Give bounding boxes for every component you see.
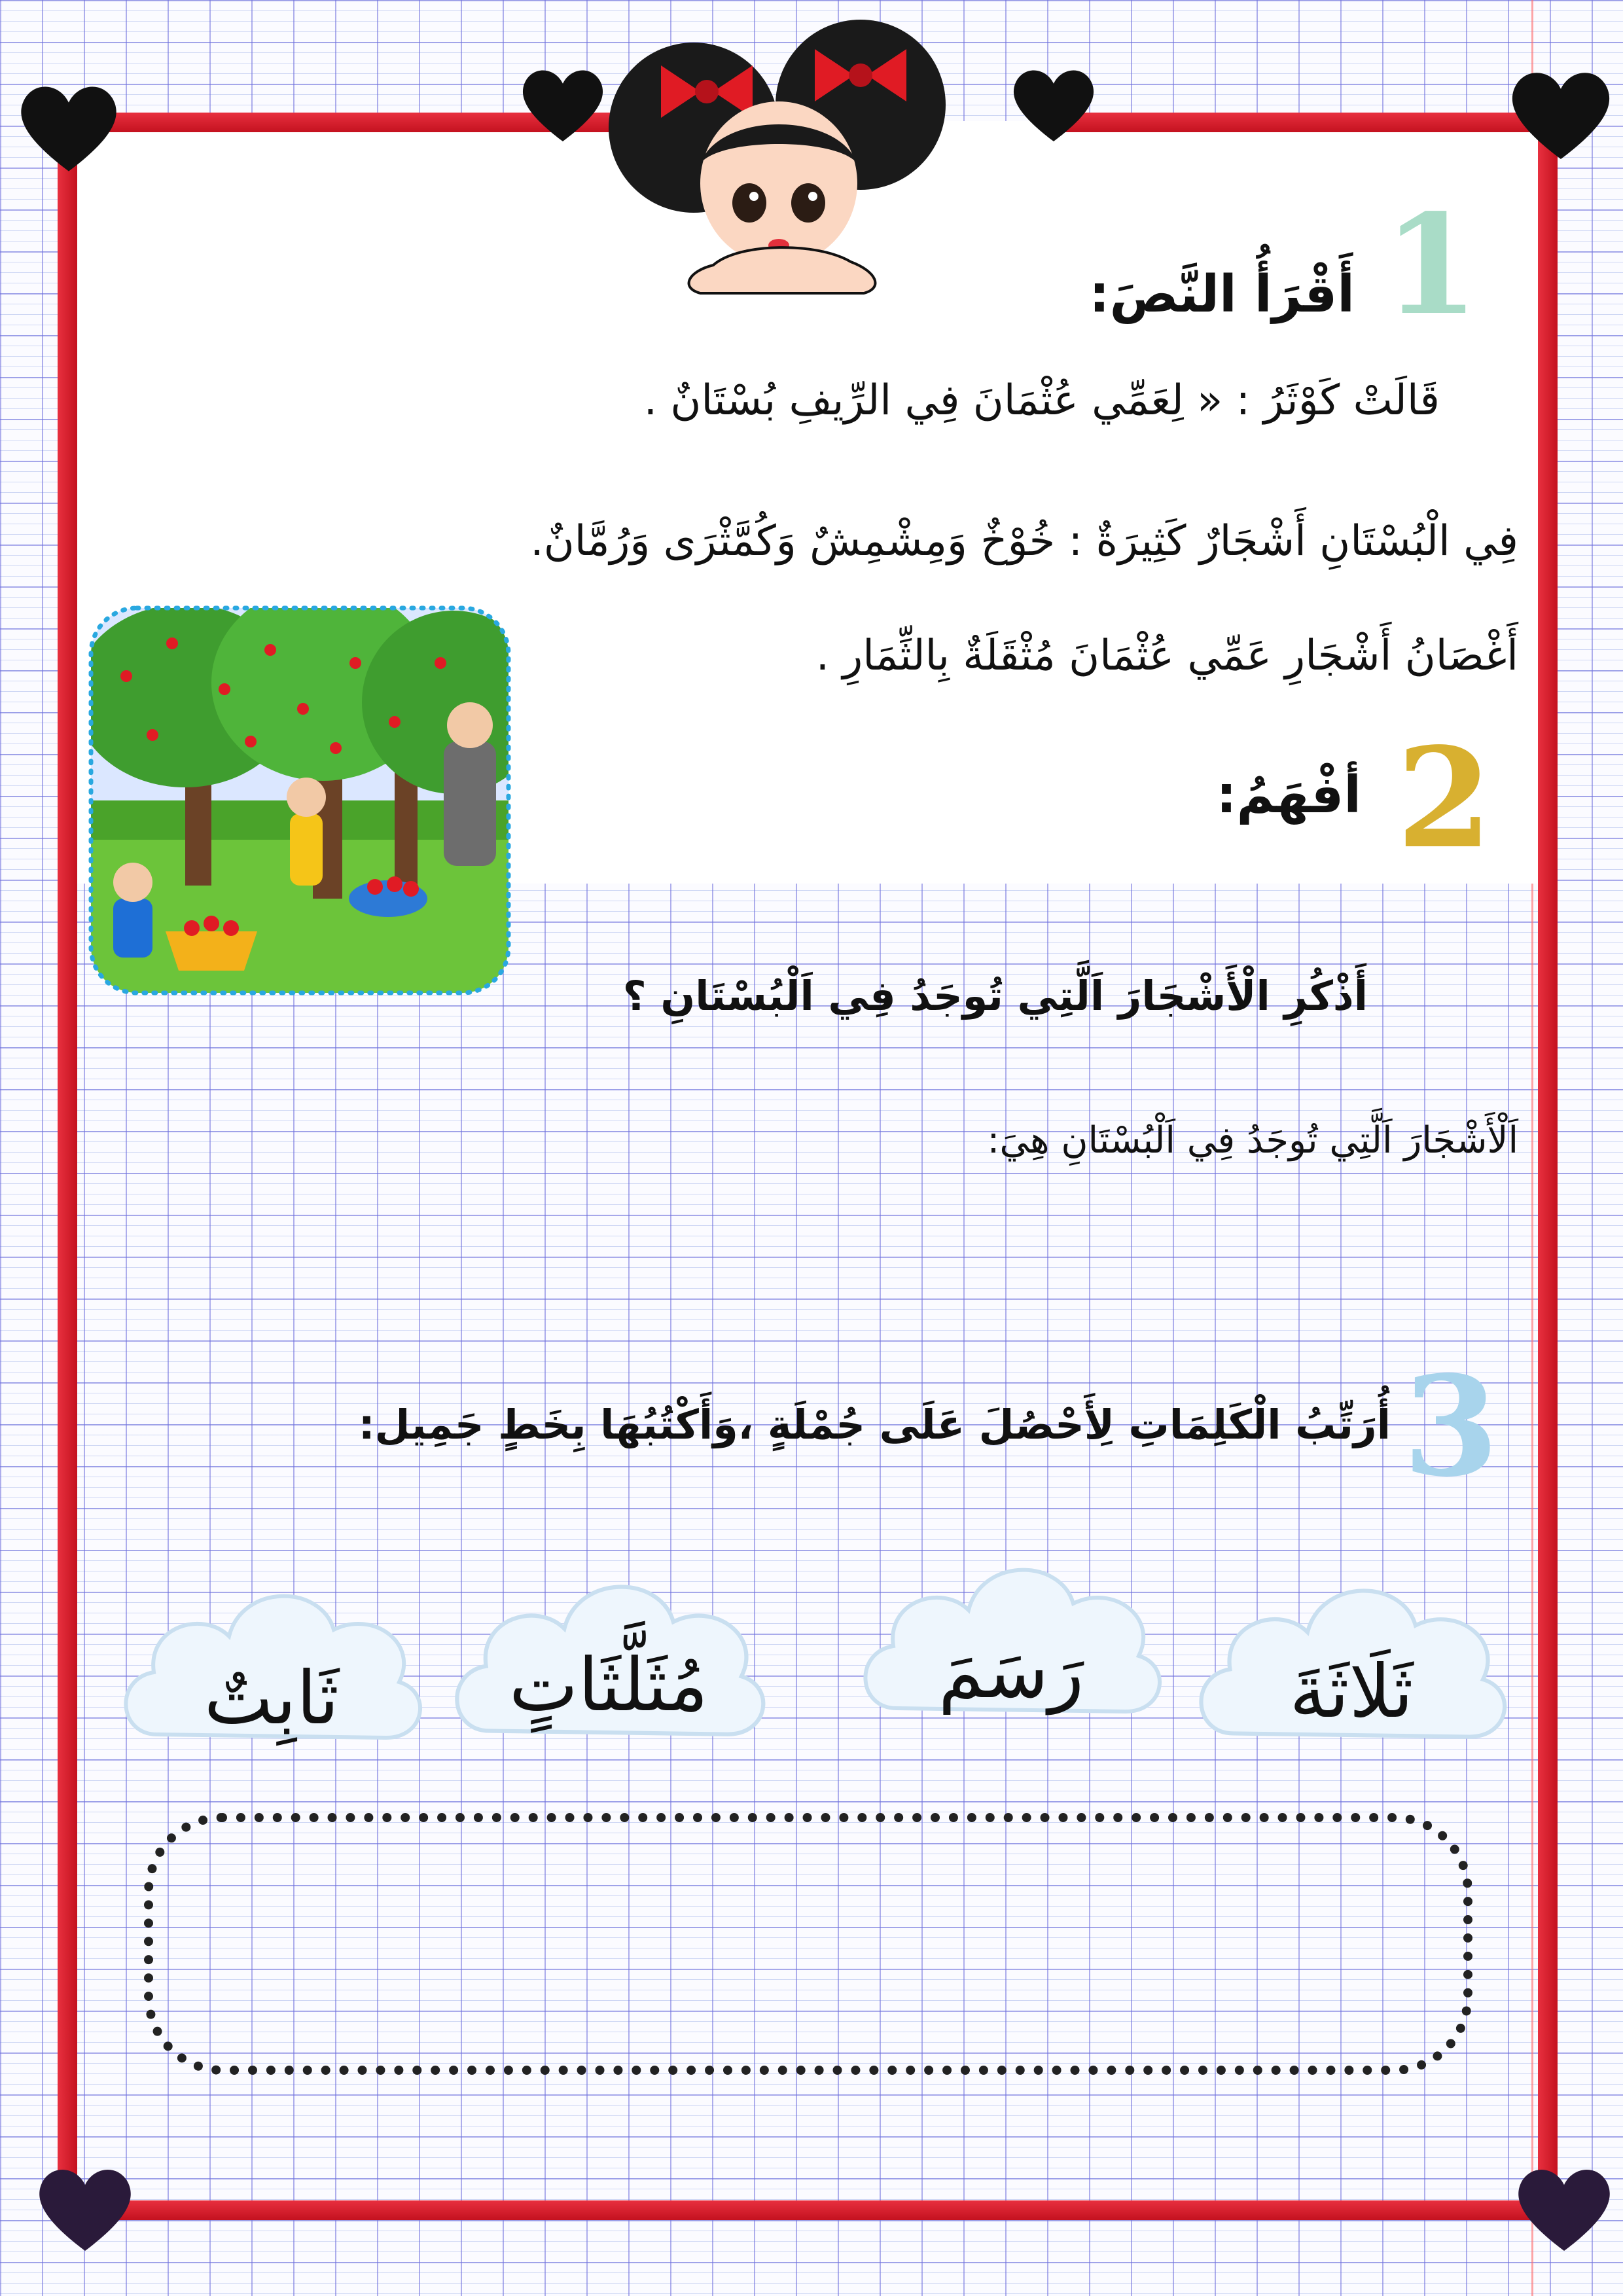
word-card-label: مُثَلَّثَاتٍ [508, 1643, 709, 1728]
answer-prompt: اَلْأَشْجَارَ اَلَّتِي تُوجَدُ فِي اَلْبُسْتَانِ هِيَ: [987, 1119, 1518, 1162]
section-heading-understand: أفْهَمُ: [1216, 766, 1361, 825]
heart-icon [1505, 62, 1616, 167]
section-heading-read: أَقْرَأُ النَّصَ: [1089, 265, 1355, 324]
frame-right [1538, 113, 1558, 2220]
heart-icon [13, 79, 124, 177]
heart-icon [33, 2160, 137, 2258]
text-line-3: أَغْصَانُ أَشْجَارِ عَمِّي عُثْمَانَ مُثْقَلَةٌ بِالثِّمَارِ . [815, 632, 1518, 680]
text-line-2: فِي الْبُسْتَانِ أَشْجَارٌ كَثِيرَةٌ : خُوْخٌ وَمِشْمِشٌ وَكُمَّثْرَى وَرُمَّانٌ. [530, 517, 1518, 565]
word-card-label: ثَلَاثَةَ [1289, 1649, 1414, 1734]
word-card-label: رَسَمَ [938, 1630, 1084, 1715]
orchard-picture [87, 604, 512, 997]
word-cloud[interactable] [851, 1532, 1171, 1741]
section-number-2: 2 [1396, 717, 1492, 879]
answer-writing-box[interactable] [144, 1813, 1472, 2075]
section-number-3: 3 [1402, 1346, 1499, 1507]
heart-icon [1512, 2160, 1616, 2258]
word-cloud[interactable] [1178, 1551, 1525, 1767]
frame-bottom [79, 2200, 1551, 2220]
frame-top-right [1060, 113, 1558, 132]
frame-left [58, 113, 77, 2220]
ordering-instruction: أُرَتِّبُ الْكَلِمَاتِ لِأَحْصُلَ عَلَى جُمْلَةٍ ،وَأَكْتُبُهَا بِخَطٍ جَمِيل: [358, 1401, 1391, 1448]
heart-icon [1008, 62, 1099, 147]
word-cloud[interactable] [442, 1545, 776, 1767]
text-line-1: قَالَتْ كَوْثَرُ : « لِعَمِّي عُثْمَانَ فِي الرِّيفِ بُسْتَانٌ . [643, 376, 1440, 425]
word-cloud[interactable] [111, 1558, 432, 1767]
girl-illustration [602, 20, 969, 295]
comprehension-question: أَذْكُرِ الْأَشْجَارَ اَلَّتِي تُوجَدُ فِي اَلْبُسْتَانِ ؟ [622, 972, 1368, 1020]
word-card-label: ثَابِتٌ [204, 1656, 340, 1741]
section-number-1: 1 [1383, 184, 1479, 346]
heart-icon [517, 62, 609, 147]
